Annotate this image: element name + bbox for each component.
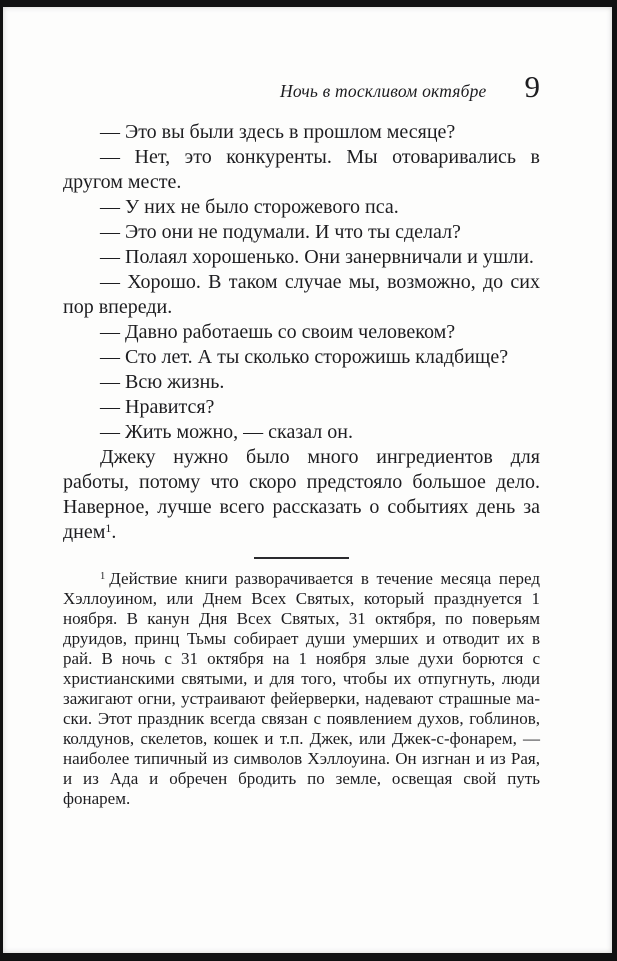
dialogue-line: — Всю жизнь. xyxy=(100,371,225,393)
footnote-block xyxy=(63,569,540,809)
page-content xyxy=(3,69,612,809)
dialogue-line: — Это они не подумали. И что ты сделал? xyxy=(100,221,461,243)
footnote-separator xyxy=(254,557,349,559)
dialogue-line: — Нравится? xyxy=(100,396,215,418)
dialogue-line: — Хорошо. В таком случае мы, возможно, до сих пор впереди. xyxy=(63,271,540,318)
footnote-ref-marker: 1 xyxy=(105,521,112,535)
footnote-text: Действие книги разворачивается в течение месяца перед Хэллоуином, или Днем Всех Святых, который празднуется 1 ноября. В канун Дня Всех Святых, 31 октября, по поверьям друидов, принц Тьмы собирает души умерших и отводит их в рай. В ночь с 31 октября на 1 ноября злые духи борются с христианскими святыми, и для того, чтобы их отпугнуть, люди зажигают огни, устраивают фейерверки, надевают страшные маски. Этот праздник всегда связан с появлением духов, гоблинов, колдунов, скелетов, кошек и т.п. Джек, или Джек-с-фонарем, — наиболее типичный из символов Хэллоуина. Он изгнан и из Рая, и из Ада и обречен бродить по земле, освещая свой путь фонарем. xyxy=(63,569,540,808)
narrative-paragraph xyxy=(63,445,540,545)
narrative-text-after-ref: . xyxy=(111,521,117,543)
body-text xyxy=(63,120,540,545)
footnote-paragraph xyxy=(63,569,540,809)
dialogue-line: — Жить можно, — сказал он. xyxy=(100,421,353,443)
page-header xyxy=(63,69,540,105)
dialogue-line: — Сто лет. А ты сколько сторожишь кладбище? xyxy=(100,346,509,368)
running-title: Ночь в тоскливом октябре xyxy=(280,81,487,101)
page-number: 9 xyxy=(524,69,540,104)
book-page xyxy=(3,7,612,953)
dialogue-line: — Полаял хорошенько. Они занервничали и ушли. xyxy=(100,246,534,268)
dialogue-line: — Давно работаешь со своим человеком? xyxy=(100,321,456,343)
dialogue-line: — У них не было сторожевого пса. xyxy=(100,196,399,218)
footnote-marker: 1 xyxy=(100,571,106,582)
narrative-text: Джеку нужно было много ингредиентов для работы, потому что скоро предстояло большое дело. Наверное, лучше всего рассказать о событиях день за днем xyxy=(63,446,540,543)
dialogue-line: — Это вы были здесь в прошлом месяце? xyxy=(100,121,456,143)
dialogue-line: — Нет, это конкуренты. Мы отоваривались в другом месте. xyxy=(63,146,540,193)
